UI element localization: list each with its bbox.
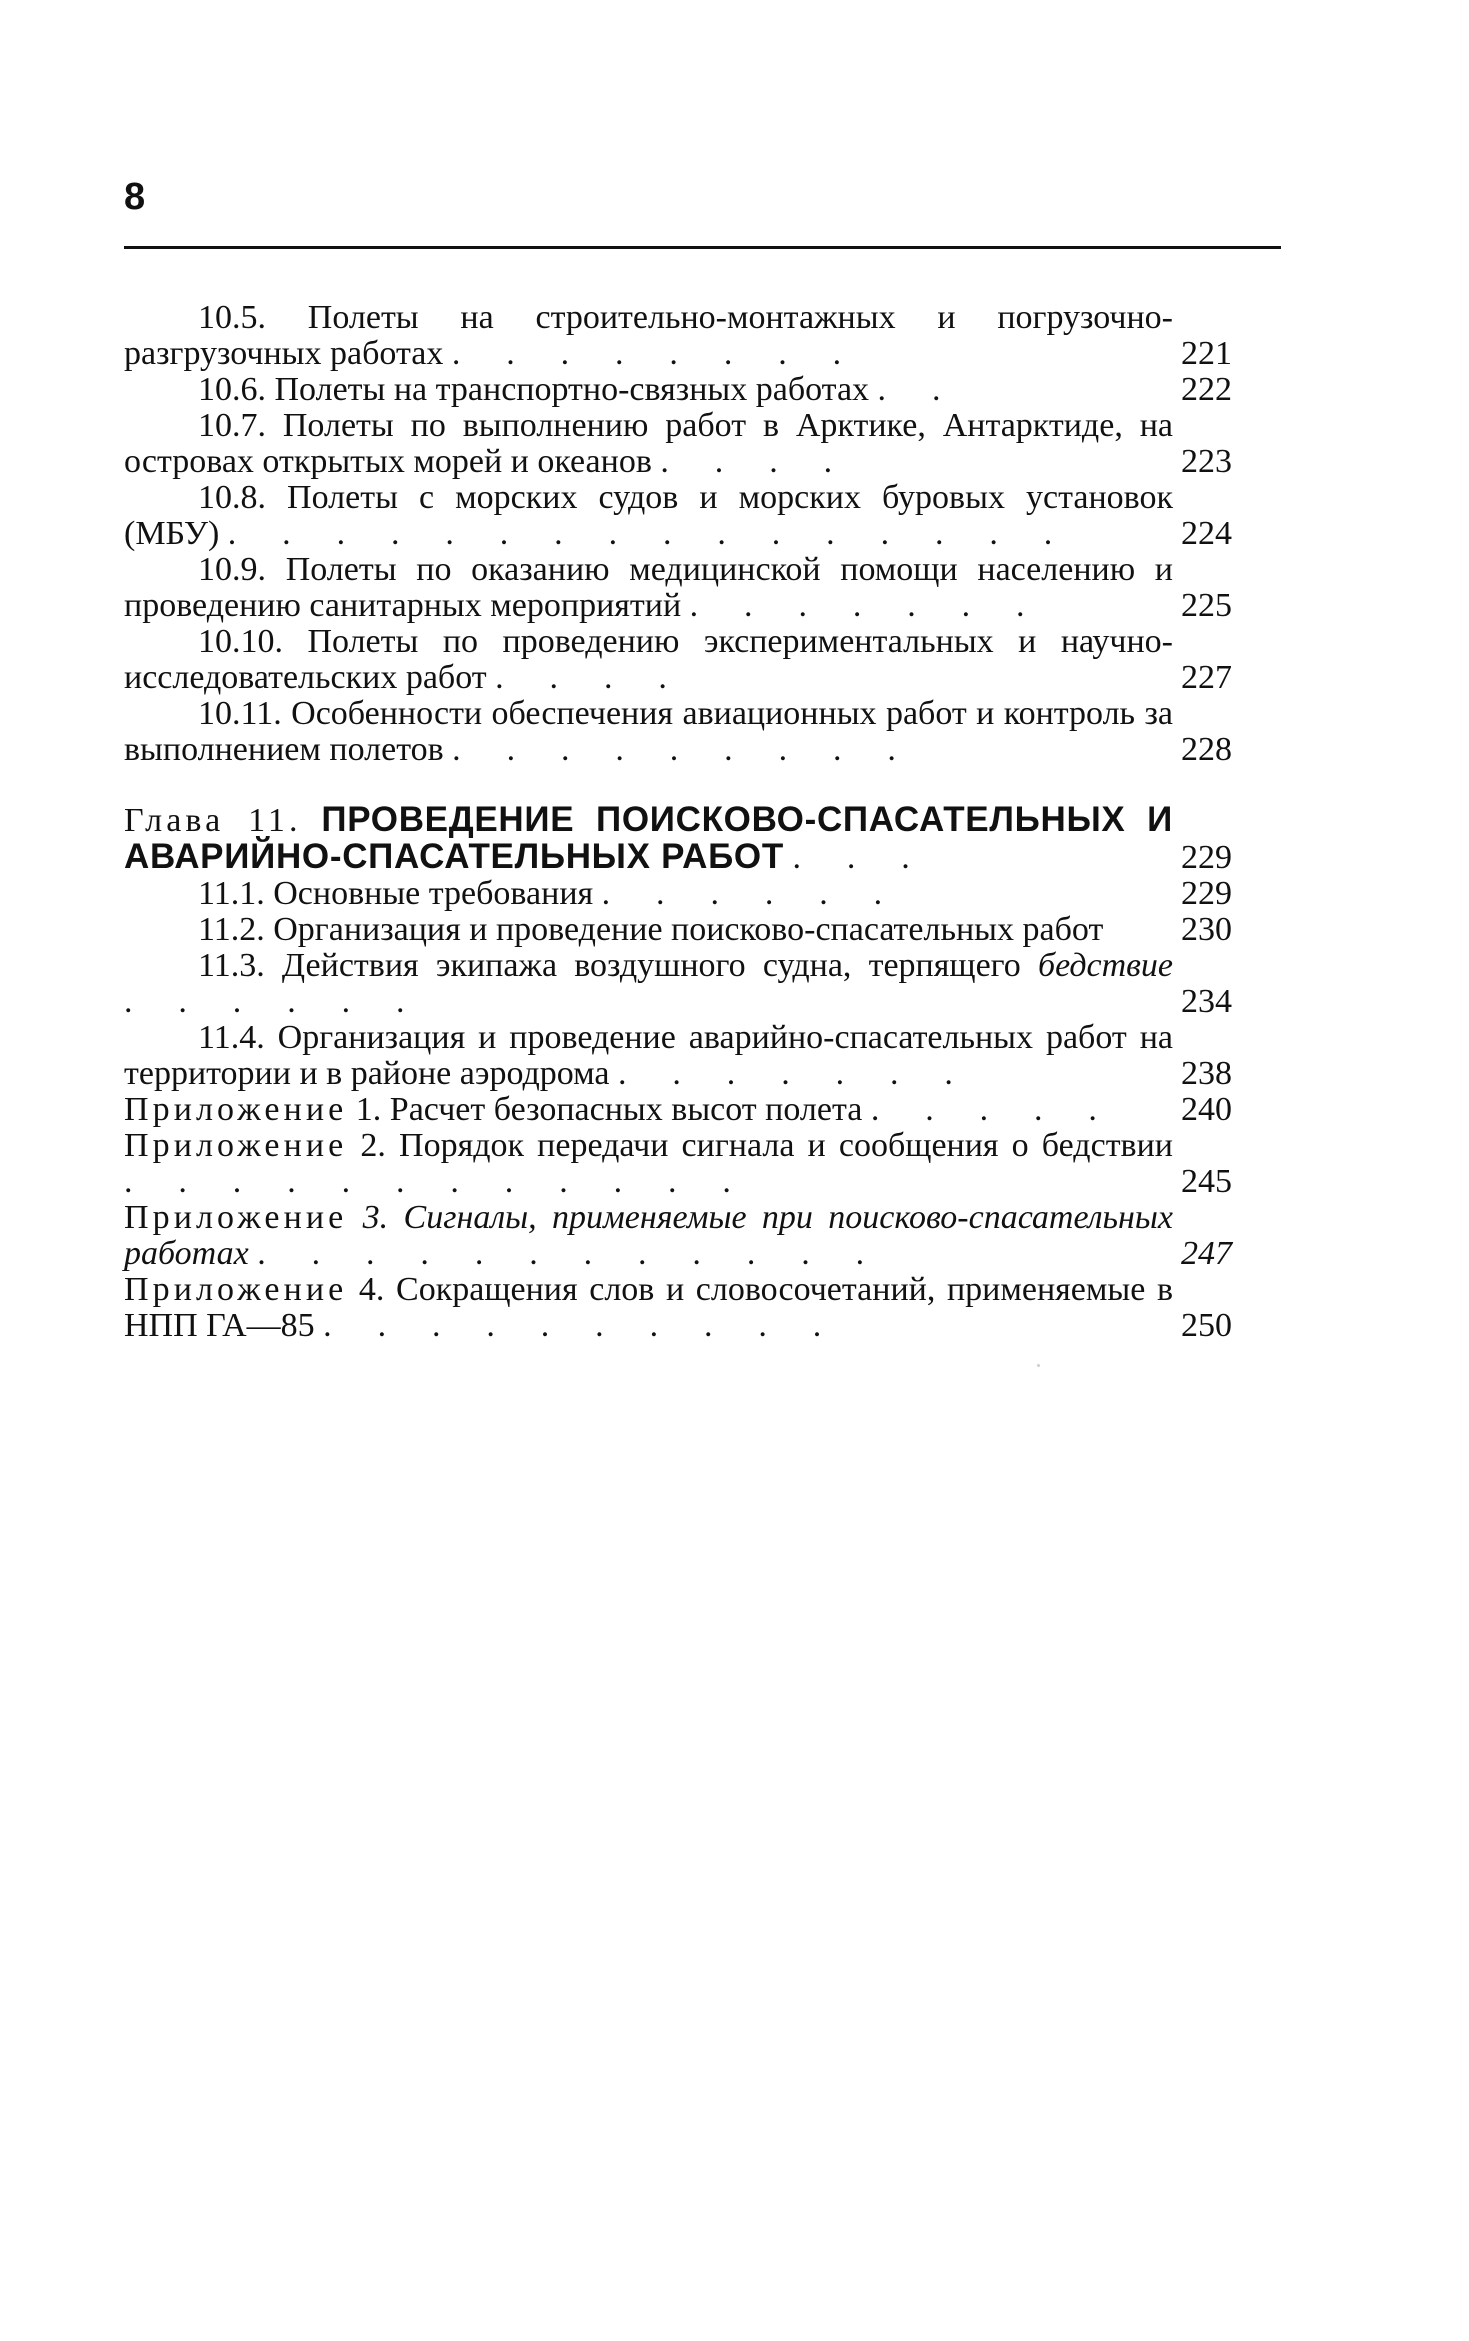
toc-page-number: 247 (1181, 1235, 1232, 1272)
toc-entry-10-11[interactable] (124, 696, 1281, 768)
appendix-prefix: Приложение (124, 1271, 348, 1308)
toc-entry-10-7[interactable] (124, 408, 1281, 480)
appendix-prefix: Приложение (124, 1091, 348, 1128)
toc-entry-text: 11.1. Основные требования (198, 875, 594, 912)
toc-entry-text: 10.9. Полеты по оказанию медицинской помощи населению и проведению санитарных мероприятий (124, 551, 1173, 624)
toc-page-number: 230 (1181, 911, 1232, 948)
toc-page-number: 224 (1181, 515, 1232, 552)
toc-page-number: 221 (1181, 335, 1232, 372)
toc-entry-11-4[interactable] (124, 1020, 1281, 1092)
toc-page-number: 238 (1181, 1055, 1232, 1092)
toc-entry-text: 4. Сокращения слов и словосочетаний, применяемые в НПП ГА—85 (124, 1271, 1174, 1344)
toc-appendix-3[interactable] (124, 1200, 1281, 1272)
toc-leader: . . . . . . (601, 875, 901, 912)
toc-leader: . . . . (495, 659, 686, 696)
toc-leader: . . . . . . . . . (452, 731, 915, 768)
page-number: 8 (124, 176, 146, 218)
toc-leader: . . . . . . . . . . . . (124, 1163, 750, 1200)
toc-entry-text: 1. Расчет безопасных высот полета (355, 1091, 863, 1128)
toc-page-number: 228 (1181, 731, 1232, 768)
toc-leader: . . . . . . (124, 983, 424, 1020)
toc-entry-10-10[interactable] (124, 624, 1281, 696)
toc-entry-11-3[interactable] (124, 948, 1281, 1020)
toc-page-number: 225 (1181, 587, 1232, 624)
toc-entry-text: 10.7. Полеты по выполнению работ в Арктике, Антарктиде, на островах открытых морей и океанов (124, 407, 1173, 480)
toc-entry-text: 10.11. Особенности обеспечения авиационных работ и контроль за выполнением полетов (124, 695, 1173, 768)
toc-entry-text: 10.5. Полеты на строительно-монтажных и погрузочно-разгрузочных работах (124, 299, 1173, 372)
toc-entry-text: 3. Сигналы, применяемые при поисково-спасательных работах (124, 1199, 1173, 1272)
header-rule (124, 246, 1281, 249)
toc-entry-text: 11.4. Организация и проведение аварийно-спасательных работ на территории и в районе аэродрома (124, 1019, 1173, 1092)
toc-page-number: 234 (1181, 983, 1232, 1020)
toc-entry-text: 11.3. Действия экипажа воздушного судна, терпящего (198, 947, 1021, 984)
toc-leader: . . . . . . . (618, 1055, 972, 1092)
toc-page-number: 223 (1181, 443, 1232, 480)
toc-chapter-11[interactable] (124, 802, 1281, 876)
toc-entry-text: 10.6. Полеты на транспортно-связных работах (198, 371, 870, 408)
toc-leader: . . . . . . . . . . . . . . . . (227, 515, 1071, 552)
toc-entry-11-2[interactable] (124, 912, 1281, 948)
toc-leader: . . . . . . . . . . (323, 1307, 840, 1344)
toc-leader: . . (877, 371, 960, 408)
toc-appendix-4[interactable] (124, 1272, 1281, 1344)
toc-entry-text: 2. Порядок передачи сигнала и сообщения о бедствии (360, 1127, 1173, 1164)
toc-leader: . . . . . (870, 1091, 1116, 1128)
toc-page-number: 227 (1181, 659, 1232, 696)
appendix-prefix: Приложение (124, 1199, 348, 1236)
toc-entry-11-1[interactable] (124, 876, 1281, 912)
toc-page-number: 240 (1181, 1091, 1232, 1128)
toc-page-number: 229 (1181, 875, 1232, 912)
toc-page-number: 250 (1181, 1307, 1232, 1344)
toc-leader: . . . . . . . . . . . . (257, 1235, 883, 1272)
toc-page-number: 245 (1181, 1163, 1232, 1200)
toc-entry-text: 11.2. Организация и проведение поисково-спасательных работ (198, 911, 1104, 948)
chapter-prefix: Глава 11. (124, 802, 302, 839)
toc-leader: . . . . . . . . (451, 335, 860, 372)
chapter-title: ПРОВЕДЕНИЕ ПОИСКОВО-СПАСАТЕЛЬНЫХ И АВАРИЙНО-СПАСАТЕЛЬНЫХ РАБОТ (124, 800, 1173, 876)
toc-page-number: 222 (1181, 371, 1232, 408)
toc-leader: . . . . (660, 443, 851, 480)
toc-entry-text: 10.10. Полеты по проведению экспериментальных и научно-исследовательских работ (124, 623, 1173, 696)
toc-entry-10-9[interactable] (124, 552, 1281, 624)
appendix-prefix: Приложение (124, 1127, 348, 1164)
toc-appendix-1[interactable] (124, 1092, 1281, 1128)
toc-leader: . . . (792, 839, 929, 876)
toc-appendix-2[interactable] (124, 1128, 1281, 1200)
toc-leader: . . . . . . . (689, 587, 1044, 624)
toc-entry-text: 10.8. Полеты с морских судов и морских буровых установок (МБУ) (124, 479, 1173, 552)
toc-entry-10-6[interactable] (124, 372, 1281, 408)
toc-entry-10-8[interactable] (124, 480, 1281, 552)
scan-speck (1037, 1364, 1040, 1367)
table-of-contents (124, 300, 1281, 1344)
toc-entry-text-italic: бедствие (1037, 947, 1174, 984)
toc-page-number: 229 (1181, 839, 1232, 876)
toc-entry-10-5[interactable] (124, 300, 1281, 372)
